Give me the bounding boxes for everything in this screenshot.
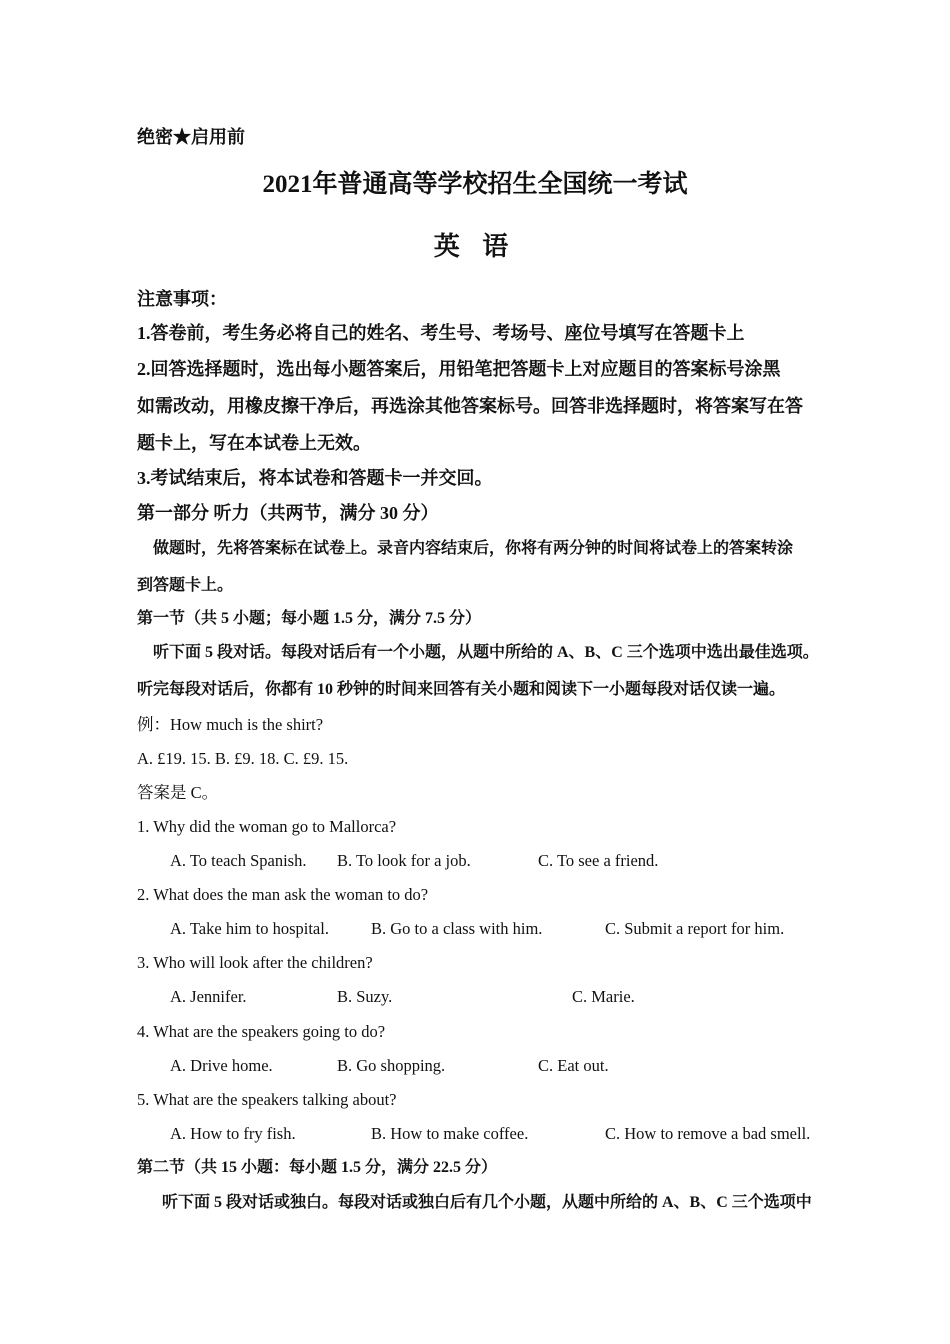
question-3-option-b: B. Suzy. bbox=[337, 987, 393, 1006]
notice-item-2-line-3: 题卡上，写在本试卷上无效。 bbox=[137, 433, 371, 453]
question-3-option-c: C. Marie. bbox=[572, 987, 635, 1006]
notice-heading: 注意事项： bbox=[137, 289, 227, 309]
section2-intro-line-1: 听下面 5 段对话或独白。每段对话或独白后有几个小题，从题中所给的 A、B、C 三个选项中 bbox=[162, 1194, 812, 1211]
question-1-option-a: A. To teach Spanish. bbox=[170, 851, 307, 870]
example-answer: 答案是 C。 bbox=[137, 783, 219, 802]
question-2-option-c: C. Submit a report for him. bbox=[605, 919, 785, 938]
confidential-label: 绝密★启用前 bbox=[137, 127, 245, 147]
question-4-option-b: B. Go shopping. bbox=[337, 1056, 446, 1075]
notice-item-2-line-1: 2.回答选择题时，选出每小题答案后，用铅笔把答题卡上对应题目的答案标号涂黑 bbox=[137, 359, 781, 379]
question-5-option-b: B. How to make coffee. bbox=[371, 1124, 529, 1143]
question-5: 5. What are the speakers talking about? bbox=[137, 1090, 397, 1109]
question-5-option-c: C. How to remove a bad smell. bbox=[605, 1124, 811, 1143]
question-2-option-a: A. Take him to hospital. bbox=[170, 919, 329, 938]
question-1-option-b: B. To look for a job. bbox=[337, 851, 471, 870]
question-4: 4. What are the speakers going to do? bbox=[137, 1022, 386, 1041]
exam-title: 2021年普通高等学校招生全国统一考试 bbox=[262, 171, 688, 198]
question-2-option-b: B. Go to a class with him. bbox=[371, 919, 543, 938]
question-4-option-c: C. Eat out. bbox=[538, 1056, 609, 1075]
subject-title: 英 语 bbox=[433, 232, 517, 261]
section2-heading: 第二节（共 15 小题：每小题 1.5 分，满分 22.5 分） bbox=[137, 1159, 498, 1176]
question-3-option-a: A. Jennifer. bbox=[170, 987, 247, 1006]
question-5-option-a: A. How to fry fish. bbox=[170, 1124, 296, 1143]
question-4-option-a: A. Drive home. bbox=[170, 1056, 273, 1075]
question-1: 1. Why did the woman go to Mallorca? bbox=[137, 817, 397, 836]
question-1-option-c: C. To see a friend. bbox=[538, 851, 659, 870]
section1-intro-line-2: 听完每段对话后，你都有 10 秒钟的时间来回答有关小题和阅读下一小题每段对话仅读一遍。 bbox=[137, 681, 786, 698]
section1-heading: 第一节（共 5 小题；每小题 1.5 分，满分 7.5 分） bbox=[137, 610, 482, 627]
notice-item-1: 1.答卷前，考生务必将自己的姓名、考生号、考场号、座位号填写在答题卡上 bbox=[137, 323, 745, 343]
section1-intro-line-1: 听下面 5 段对话。每段对话后有一个小题，从题中所给的 A、B、C 三个选项中选出最佳选项。 bbox=[153, 644, 819, 661]
part1-heading: 第一部分 听力（共两节，满分 30 分） bbox=[137, 503, 439, 523]
notice-item-2-line-2: 如需改动，用橡皮擦干净后，再选涂其他答案标号。回答非选择题时，将答案写在答 bbox=[137, 396, 803, 416]
question-3: 3. Who will look after the children? bbox=[137, 953, 373, 972]
question-2: 2. What does the man ask the woman to do? bbox=[137, 885, 429, 904]
example-question: 例：How much is the shirt? bbox=[137, 715, 324, 734]
notice-item-3: 3.考试结束后，将本试卷和答题卡一并交回。 bbox=[137, 468, 493, 488]
part1-intro-line-2: 到答题卡上。 bbox=[137, 577, 234, 594]
example-options: A. £19. 15. B. £9. 18. C. £9. 15. bbox=[137, 749, 349, 768]
part1-intro-line-1: 做题时，先将答案标在试卷上。录音内容结束后，你将有两分钟的时间将试卷上的答案转涂 bbox=[153, 540, 794, 557]
